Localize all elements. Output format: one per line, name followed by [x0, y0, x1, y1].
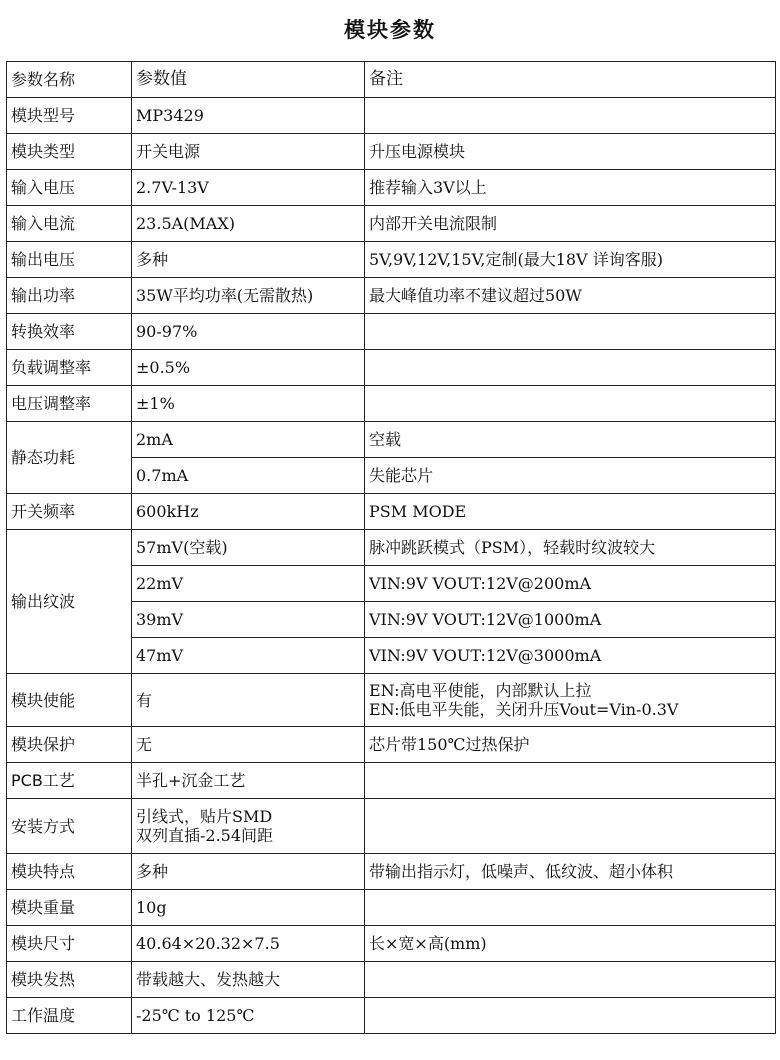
param-note [365, 98, 776, 134]
param-note [365, 674, 776, 727]
table-row [7, 278, 776, 314]
table-row [7, 890, 776, 926]
param-value: 0.7mA [132, 458, 365, 494]
param-value: MP3429 [132, 98, 365, 134]
param-note: 最大峰值功率不建议超过50W [365, 278, 776, 314]
param-name: 输入电流 [7, 206, 132, 242]
param-name: 模块型号 [7, 98, 132, 134]
param-note [365, 386, 776, 422]
param-value: 2mA [132, 422, 365, 458]
table-row [7, 422, 776, 458]
param-value: 47mV [132, 638, 365, 674]
param-note: 长×宽×高(mm) [365, 926, 776, 962]
param-value: 无 [132, 727, 365, 763]
param-note: 空载 [365, 422, 776, 458]
param-note: 带输出指示灯，低噪声、低纹波、超小体积 [365, 854, 776, 890]
param-note [365, 799, 776, 854]
table-row [7, 799, 776, 854]
param-name: 开关频率 [7, 494, 132, 530]
param-note: VIN:9V VOUT:12V@1000mA [365, 602, 776, 638]
param-name: 模块重量 [7, 890, 132, 926]
table-row [7, 962, 776, 998]
table-row [7, 854, 776, 890]
table-header-row [7, 62, 776, 98]
param-name: 模块保护 [7, 727, 132, 763]
param-value: 2.7V-13V [132, 170, 365, 206]
param-note-line: EN:高电平使能，内部默认上拉 [369, 681, 592, 700]
table-row [7, 763, 776, 799]
page-title: 模块参数 [344, 18, 436, 42]
param-note: 失能芯片 [365, 458, 776, 494]
param-value: 39mV [132, 602, 365, 638]
param-note-line: EN:低电平失能，关闭升压Vout=Vin-0.3V [369, 700, 679, 719]
table-row [7, 674, 776, 727]
param-name: 转换效率 [7, 314, 132, 350]
param-value: 多种 [132, 242, 365, 278]
param-name: 静态功耗 [7, 422, 132, 494]
table-row [7, 134, 776, 170]
param-value: 35W平均功率(无需散热) [132, 278, 365, 314]
param-value: 10g [132, 890, 365, 926]
param-value: 57mV(空载) [132, 530, 365, 566]
param-note: VIN:9V VOUT:12V@200mA [365, 566, 776, 602]
param-note [365, 314, 776, 350]
param-value: -25℃ to 125℃ [132, 998, 365, 1034]
header-cell-value: 参数值 [132, 62, 365, 98]
param-name: 输出电压 [7, 242, 132, 278]
param-name: 模块使能 [7, 674, 132, 727]
param-name: 工作温度 [7, 998, 132, 1034]
param-value: 22mV [132, 566, 365, 602]
param-value-line: 双列直插-2.54间距 [136, 826, 274, 845]
param-note: VIN:9V VOUT:12V@3000mA [365, 638, 776, 674]
parameter-table [6, 61, 776, 1034]
param-name: 模块发热 [7, 962, 132, 998]
param-value: 23.5A(MAX) [132, 206, 365, 242]
table-row [7, 170, 776, 206]
param-note: 推荐输入3V以上 [365, 170, 776, 206]
param-value: ±1% [132, 386, 365, 422]
param-value: ±0.5% [132, 350, 365, 386]
param-value: 带载越大、发热越大 [132, 962, 365, 998]
param-value-line: 引线式，贴片SMD [136, 807, 273, 826]
table-row [7, 530, 776, 566]
table-row [7, 98, 776, 134]
param-name: 模块类型 [7, 134, 132, 170]
param-value: 40.64×20.32×7.5 [132, 926, 365, 962]
param-value [132, 799, 365, 854]
table-row [7, 350, 776, 386]
param-value: 有 [132, 674, 365, 727]
table-row [7, 998, 776, 1034]
header-cell-name: 参数名称 [7, 62, 132, 98]
param-note [365, 890, 776, 926]
param-note: PSM MODE [365, 494, 776, 530]
param-name: 输出功率 [7, 278, 132, 314]
param-value: 半孔+沉金工艺 [132, 763, 365, 799]
param-note [365, 350, 776, 386]
table-row [7, 242, 776, 278]
param-note [365, 763, 776, 799]
table-row [7, 494, 776, 530]
param-name: 负载调整率 [7, 350, 132, 386]
param-note: 升压电源模块 [365, 134, 776, 170]
table-row [7, 727, 776, 763]
param-name: 模块尺寸 [7, 926, 132, 962]
param-value: 600kHz [132, 494, 365, 530]
table-row [7, 314, 776, 350]
param-name: 电压调整率 [7, 386, 132, 422]
param-value: 90-97% [132, 314, 365, 350]
param-note: 内部开关电流限制 [365, 206, 776, 242]
param-name: 模块特点 [7, 854, 132, 890]
param-name: 安装方式 [7, 799, 132, 854]
table-row [7, 926, 776, 962]
param-name: PCB工艺 [7, 763, 132, 799]
param-note: 5V,9V,12V,15V,定制(最大18V 详询客服) [365, 242, 776, 278]
param-note [365, 962, 776, 998]
param-value: 多种 [132, 854, 365, 890]
param-note: 芯片带150℃过热保护 [365, 727, 776, 763]
table-row [7, 206, 776, 242]
param-note: 脉冲跳跃模式（PSM），轻载时纹波较大 [365, 530, 776, 566]
table-row [7, 386, 776, 422]
param-name: 输出纹波 [7, 530, 132, 674]
header-cell-note: 备注 [365, 62, 776, 98]
param-name: 输入电压 [7, 170, 132, 206]
param-note [365, 998, 776, 1034]
param-value: 开关电源 [132, 134, 365, 170]
